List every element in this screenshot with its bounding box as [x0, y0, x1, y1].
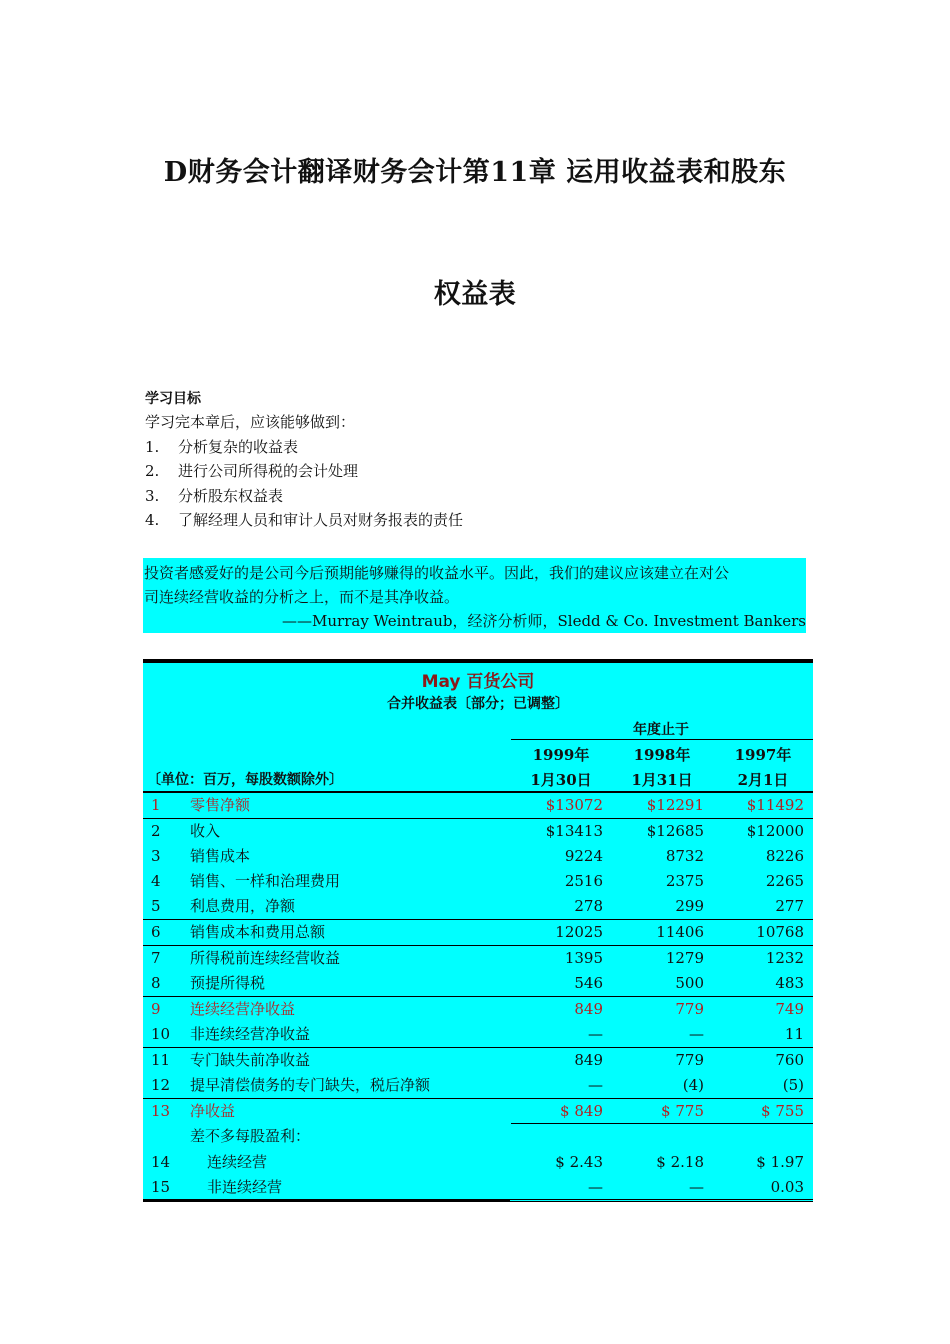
row-number: 7: [151, 949, 161, 967]
row-value: 849: [574, 1000, 603, 1018]
table-row: [143, 1175, 813, 1200]
row-value: 546: [574, 974, 603, 992]
row-value: $12685: [646, 822, 704, 840]
column-date: 2月1日: [737, 771, 789, 789]
column-header-1998: [612, 743, 712, 793]
row-number: 5: [151, 897, 161, 915]
objective-number: 2.: [145, 462, 160, 480]
column-year: 1998年: [633, 746, 691, 764]
row-number: 8: [151, 974, 161, 992]
table-row: [143, 919, 813, 945]
row-value: —: [588, 1076, 603, 1094]
objective-number: 4.: [145, 511, 160, 529]
objective-item: [145, 508, 825, 533]
row-value: (4): [682, 1076, 704, 1094]
table-row: [143, 945, 813, 971]
row-value: 2265: [765, 872, 804, 890]
objective-item: [145, 459, 825, 484]
row-label: 非连续经营: [207, 1178, 283, 1196]
row-number: 4: [151, 872, 161, 890]
row-value: $13413: [545, 822, 603, 840]
table-body: [143, 791, 813, 1200]
column-year: 1999年: [532, 746, 590, 764]
table-row: [143, 818, 813, 844]
row-value: $12000: [746, 822, 804, 840]
row-value: $ 755: [761, 1102, 804, 1120]
unit-label: 〔单位：百万，每股数额除外〕: [147, 772, 343, 788]
row-label: 非连续经营净收益: [190, 1025, 311, 1043]
column-header-1999: [511, 743, 611, 793]
row-label: 连续经营净收益: [190, 1000, 296, 1018]
highlighted-quote: [143, 558, 806, 633]
column-year: 1997年: [734, 746, 792, 764]
row-value: 2375: [665, 872, 704, 890]
row-label: 销售成本和费用总额: [190, 923, 326, 941]
row-value: 11: [784, 1025, 804, 1043]
row-value: 760: [775, 1051, 804, 1069]
row-value: 10768: [756, 923, 804, 941]
row-number: 1: [151, 796, 161, 814]
table-row: [143, 1124, 813, 1150]
document-title-line1: D财务会计翻译财务会计第11章 运用收益表和股东: [163, 157, 787, 188]
row-value: 299: [675, 897, 704, 915]
row-value: 1232: [765, 949, 804, 967]
row-value: $ 2.43: [555, 1153, 603, 1171]
objective-item: [145, 435, 825, 460]
row-number: 9: [151, 1000, 161, 1018]
row-label: 所得税前连续经营收益: [190, 949, 341, 967]
row-value: 0.03: [770, 1178, 804, 1196]
row-value: 500: [675, 974, 704, 992]
objective-number: 3.: [145, 486, 160, 505]
row-value: (5): [782, 1076, 804, 1094]
row-label: 差不多每股盈利：: [190, 1127, 311, 1145]
row-number: 14: [151, 1153, 171, 1171]
document-title-line2: 权益表: [433, 279, 517, 310]
learning-objectives: [145, 388, 825, 533]
row-value: 8226: [765, 847, 804, 865]
row-value: 1395: [564, 949, 603, 967]
table-row: [143, 971, 813, 996]
row-value: 1279: [665, 949, 704, 967]
quote-attribution: ——Murray Weintraub，经济分析师，Sledd & Co. Investment Bankers: [282, 612, 806, 630]
row-value: 779: [675, 1000, 704, 1018]
objective-number: 1.: [145, 437, 160, 456]
column-header-1997: [713, 743, 813, 793]
row-value: 9224: [564, 847, 603, 865]
row-value: —: [689, 1025, 704, 1043]
row-value: 749: [775, 1000, 804, 1018]
row-value: $12291: [646, 796, 704, 814]
row-value: $ 849: [560, 1102, 603, 1120]
objectives-intro: 学习完本章后，应该能够做到：: [145, 413, 356, 431]
objective-text: 进行公司所得税的会计处理: [178, 462, 359, 480]
row-value: 277: [775, 897, 804, 915]
row-value: 779: [675, 1051, 704, 1069]
table-row: [143, 1073, 813, 1098]
row-value: —: [588, 1025, 603, 1043]
objective-text: 了解经理人员和审计人员对财务报表的责任: [178, 511, 464, 529]
row-value: 12025: [555, 923, 603, 941]
table-row: [143, 1150, 813, 1175]
row-value: $ 1.97: [756, 1153, 804, 1171]
row-value: $ 775: [661, 1102, 704, 1120]
table-row: [143, 869, 813, 894]
table-row: [143, 1098, 813, 1124]
table-row: [143, 894, 813, 919]
row-number: 12: [151, 1076, 171, 1094]
row-value: $13072: [545, 796, 603, 814]
row-label: 零售净额: [190, 796, 251, 814]
table-bottom-gap: [510, 1200, 813, 1201]
table-row: [143, 1022, 813, 1047]
row-value: —: [588, 1178, 603, 1196]
row-value: $11492: [746, 796, 804, 814]
row-number: 3: [151, 847, 161, 865]
subtotal-rule: [511, 1123, 813, 1124]
row-label: 专门缺失前净收益: [190, 1051, 311, 1069]
row-number: 10: [151, 1025, 171, 1043]
table-row: [143, 996, 813, 1022]
row-label: 提早清偿债务的专门缺失，税后净额: [190, 1076, 431, 1094]
quote-line-1: 投资者感爱好的是公司今后预期能够赚得的收益水平。因此，我们的建议应该建立在对公: [144, 564, 730, 582]
row-label: 净收益: [190, 1102, 236, 1120]
row-label: 收入: [190, 822, 221, 840]
column-date: 1月31日: [631, 771, 693, 789]
table-row: [143, 791, 813, 818]
row-label: 销售成本: [190, 847, 251, 865]
year-end-label: 年度止于: [633, 722, 689, 738]
row-value: 2516: [564, 872, 603, 890]
column-date: 1月30日: [530, 771, 592, 789]
row-label: 销售、一样和治理费用: [190, 872, 341, 890]
row-number: 11: [151, 1051, 171, 1069]
row-label: 利息费用，净额: [190, 897, 296, 915]
table-subtitle: 合并收益表〔部分；已调整〕: [387, 696, 569, 712]
row-label: 预提所得税: [190, 974, 266, 992]
row-number: 13: [151, 1102, 171, 1120]
objective-text: 分析复杂的收益表: [178, 437, 299, 456]
quote-line-2: 司连续经营收益的分析之上，而不是其净收益。: [144, 588, 460, 606]
year-end-rule: [511, 739, 813, 740]
company-name: May 百货公司: [421, 672, 535, 692]
row-value: 278: [574, 897, 603, 915]
row-value: 8732: [665, 847, 704, 865]
row-value: 483: [775, 974, 804, 992]
row-value: $ 2.18: [656, 1153, 704, 1171]
row-value: —: [689, 1178, 704, 1196]
objective-text: 分析股东权益表: [178, 486, 284, 505]
row-value: 849: [574, 1051, 603, 1069]
row-number: 15: [151, 1178, 171, 1196]
row-number: 6: [151, 923, 161, 941]
row-value: 11406: [656, 923, 704, 941]
objectives-heading: 学习目标: [145, 391, 201, 407]
objective-item: [145, 484, 825, 509]
income-statement-table: [143, 659, 813, 1201]
row-number: 2: [151, 822, 161, 840]
row-label: 连续经营: [207, 1153, 268, 1171]
table-row: [143, 844, 813, 869]
table-row: [143, 1047, 813, 1073]
